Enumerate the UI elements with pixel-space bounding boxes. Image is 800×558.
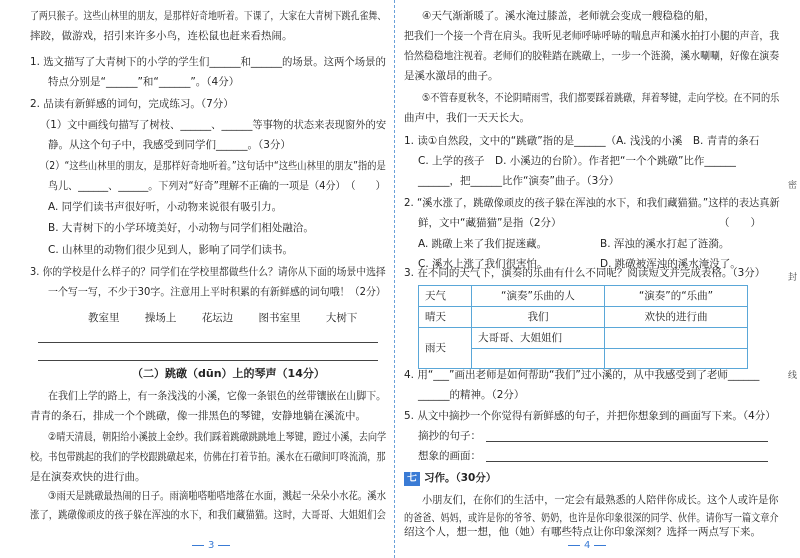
table-row [419,307,748,328]
paragraph: ⑤不管春夏秋冬，不论阴晴雨雪，我们都要踩着跳礅，拜着琴键，走向学校。在不同的乐 [422,92,780,104]
table-cell: 晴天 [419,307,472,328]
table-cell: 我们 [472,307,605,328]
question-2-1: （1）文中画线句描写了树枝、______、______等事物的状态来表现窗外的安 [40,119,387,131]
paragraph: ③雨天是跳礅最热闹的日子。雨滴啪嗒啪嗒地落在水面，溅起一朵朵小水花。溪水 [48,490,387,502]
right-page [400,0,785,558]
table-cell[interactable] [605,328,748,349]
question-2-2: （2）“这些山林里的朋友，是那样好奇地听着。”这句话中“这些山林里的朋友”指的是 [40,160,386,172]
question-3-cont: 一个写一写，不少于30字。注意用上平时积累的有新鲜感的词句哦！（2分） [48,286,386,298]
intro-line: 了两只猴子。这些山林里的朋友，是那样好奇地听着。下课了，大家在大青树下跳孔雀舞、 [30,10,387,22]
question-1-cont: C. 上学的孩子 D. 小溪边的台阶）。作者把“一个个跳礅”比作______ [418,155,736,167]
question-1: 1. 读①自然段，文中的“跳礅”指的是______（A. 浅浅的小溪 B. 青青的条石 [404,135,760,147]
option-a: A. 跳礅上来了我们捉迷藏。 [418,238,548,250]
table-cell: 大哥哥、大姐姐们 [472,328,605,349]
seal-line-char: 封 [788,273,798,283]
imagination-answer-line[interactable] [486,461,768,462]
question-3: 3. 你的学校是什么样子的？同学们在学校里都做些什么？请你从下面的场景中选择 [30,266,386,278]
paragraph: 把我们一个接一个背在肩头。我听见老师呼哧呼哧的喘息声和溪水拍打小腿的声音，我 [404,30,780,42]
paragraph: 是溪水激昂的曲子。 [404,70,499,82]
page-divider [394,0,395,558]
option-d: D. 跳礅被浑浊的溪水淹没了。 [600,258,741,270]
question-1-cont: ______，把______比作“演奏”曲子。（3分） [418,175,620,187]
table-header-cell: 天气 [419,286,472,307]
writing-prompt: 绍这个人，想一想，他（她）有哪些特点让你印象深刻？选择一两点写下来。 [404,526,761,538]
left-page [0,0,392,558]
question-4-cont: ______的精神。（2分） [418,389,525,401]
table-row [419,328,748,349]
table-row [419,286,748,307]
section-7-heading [404,468,496,488]
option-b: B. 大青树下的小学环境美好，小动物与同学们相处融洽。 [48,222,314,234]
excerpt-label: 摘抄的句子： [418,430,481,442]
paragraph: ②晴天清晨，朝阳给小溪披上金纱。我们踩着跳礅跳跳地上琴键，蹬过小溪，去向学 [48,431,387,443]
page-number: 3 [188,536,234,556]
table-cell: 欢快的进行曲 [605,307,748,328]
intro-line: 摔跤，做游戏，招引来许多小鸟，连松鼠也赶来看热闹。 [30,30,293,42]
paragraph: 是在演奏欢快的进行曲。 [30,471,146,483]
question-2: 2. “溪水涨了，跳礅像顽皮的孩子躲在浑浊的水下，和我们藏猫猫。”这样的表达真新 [404,197,780,209]
table-cell: 雨天 [419,328,472,369]
table-header-cell: “演奏”乐曲的人 [472,286,605,307]
paragraph: 校。书包带跳起的我们的学校跟跳礅起来，仿佛在打着节拍。溪水在石礅间叮咚流淌，那 [30,451,386,463]
excerpt-answer-line[interactable] [486,441,768,442]
question-2-2-cont: 鸟儿、______、______。下列对“好奇”理解不正确的一项是（4分） （ ） [48,180,386,192]
option-c: C. 山林里的动物们很少见到人，影响了同学们读书。 [48,244,294,256]
section-7-title: 习作。（30分） [424,472,497,484]
question-3: 3. 在不同的天气下，演奏的乐曲有什么不同呢？阅读短文并完成表格。（3分） [404,267,766,279]
question-1-cont: 特点分别是“______”和“______”。（4分） [48,76,240,88]
word-option: 图书室里 [258,312,301,324]
paragraph: 恰然稳稳地注视着。老师们的胶鞋踏在跳礅上，一步一个涟漪，溪水唰唰，好像在演奏 [404,50,780,62]
question-2-1-cont: 静。从这个句子中，我感受到同学们______。（3分） [48,139,291,151]
writing-prompt: 的爸爸、妈妈，或许是你的爷爷、奶奶，也许是你印象很深的同学、伙伴。请你写一篇文章介 [404,512,779,524]
option-a: A. 同学们读书声很好听，小动物来说很有吸引力。 [48,201,283,213]
table-header-cell: “演奏”的“乐曲” [605,286,748,307]
word-option: 花坛边 [201,312,234,324]
question-1: 1. 选文描写了大青树下的小学的学生们______和______的场景。这两个场景的 [30,56,386,68]
option-c: C. 溪水上涨了我们很害怕。 [418,258,548,270]
word-bank [88,308,379,328]
paragraph: ④天气渐渐暖了。溪水淹过膝盖，老师就会变成一艘稳稳的船， [422,10,715,22]
writing-prompt: 小朋友们，在你们的生活中，一定会有最熟悉的人陪伴你成长。这个人或许是你 [422,494,779,506]
word-option: 大树下 [325,312,358,324]
seal-line-char: 密 [788,181,798,191]
question-2-cont: 鲜，文中“藏猫猫”是指（2分） （ ） [418,217,762,229]
question-5: 5. 从文中摘抄一个你觉得有新鲜感的句子，并把你想象到的画面写下来。（4分） [404,410,776,422]
paragraph: 在我们上学的路上，有一条浅浅的小溪，它像一条银色的丝带镶嵌在山脚下。 [48,390,387,402]
word-option: 操场上 [144,312,177,324]
answer-line[interactable] [38,342,378,343]
paragraph: 涨了，跳礅像顽皮的孩子躲在浑浊的水下，和我们藏猫猫。这时，大哥哥、大姐姐们会 [30,509,386,521]
paragraph: 曲声中，我们一天天长大。 [404,112,530,124]
question-4: 4. 用“___”画出老师是如何帮助“我们”过小溪的，从中我感受到了老师______ [404,369,760,381]
section-7-tag: 七 [404,472,420,486]
imagination-label: 想象的画面： [418,450,481,462]
weather-table [418,285,748,369]
option-b: B. 浑浊的溪水打起了涟漪。 [600,238,730,250]
seal-line-char: 线 [788,371,798,381]
question-2-title: 2. 品读有新鲜感的词句，完成练习。（7分） [30,98,234,110]
page-number: 4 [564,536,610,556]
word-option: 教室里 [88,312,120,324]
section-title: （二）跳礅（dūn）上的琴声（14分） [132,367,325,380]
paragraph: 青青的条石，排成一个个跳礅，像一排黑色的琴键，安静地躺在溪流中。 [30,410,366,422]
answer-line[interactable] [38,360,378,361]
